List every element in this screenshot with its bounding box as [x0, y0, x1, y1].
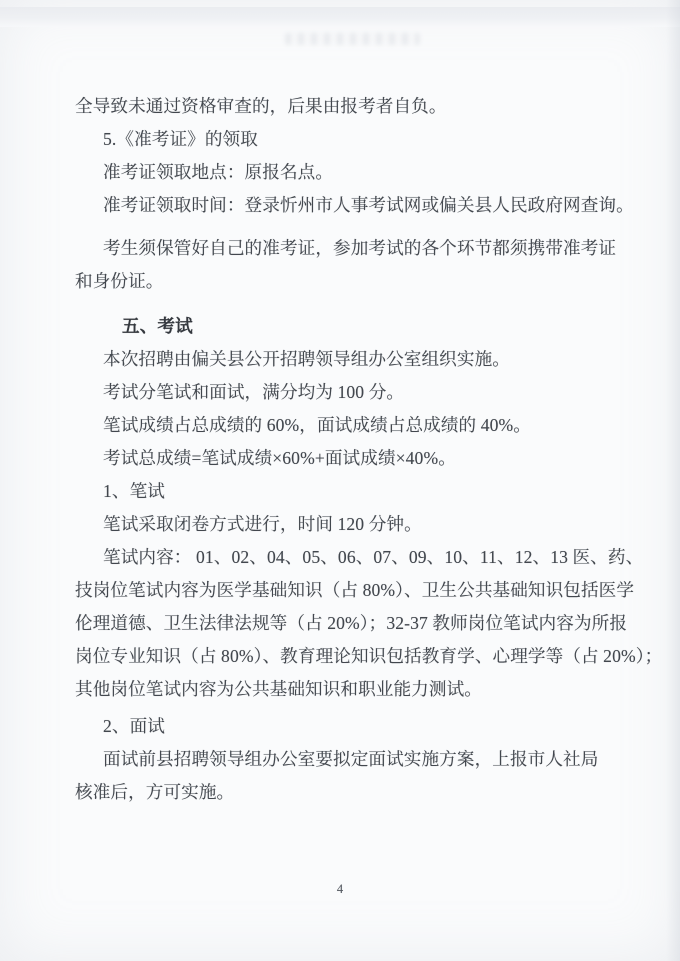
text-line: 准考证领取时间：登录忻州市人事考试网或偏关县人民政府网查询。: [103, 195, 634, 215]
text-line: 5.《准考证》的领取: [103, 129, 258, 149]
bleed-through-mark: [285, 33, 420, 45]
text-line: 其他岗位笔试内容为公共基础知识和职业能力测试。: [75, 679, 482, 699]
subsection-heading: 2、面试: [103, 716, 165, 736]
text-line: 核准后，方可实施。: [75, 782, 235, 802]
text-line: 笔试内容： 01、02、04、05、06、07、09、10、11、12、13 医、药、: [103, 547, 644, 567]
text-line: 技岗位笔试内容为医学基础知识（占 80%）、卫生公共基础知识包括医学: [75, 580, 635, 600]
text-line: 准考证领取地点：原报名点。: [103, 162, 334, 182]
text-line: 伦理道德、卫生法律法规等（占 20%）；32-37 教师岗位笔试内容为所报: [75, 613, 628, 633]
text-line: 本次招聘由偏关县公开招聘领导组办公室组织实施。: [103, 349, 510, 369]
text-line: 考试分笔试和面试，满分均为 100 分。: [103, 382, 405, 402]
scan-edge-shading: [666, 0, 680, 961]
text-line: 考生须保管好自己的准考证，参加考试的各个环节都须携带准考证: [103, 238, 617, 258]
page-number: 4: [336, 882, 344, 896]
text-line: 岗位专业知识（占 80%）、教育理论知识包括教育学、心理学等（占 20%）；: [75, 646, 663, 666]
subsection-heading: 1、笔试: [103, 481, 165, 501]
text-line: 和身份证。: [75, 271, 164, 291]
document-body: [75, 90, 663, 809]
text-line: 全导致未通过资格审查的，后果由报考者自负。: [75, 96, 447, 116]
text-line: 考试总成绩=笔试成绩×60%+面试成绩×40%。: [103, 448, 456, 468]
section-heading: 五、考试: [122, 316, 193, 336]
text-line: 笔试成绩占总成绩的 60%，面试成绩占总成绩的 40%。: [103, 415, 531, 435]
text-line: 面试前县招聘领导组办公室要拟定面试实施方案，上报市人社局: [103, 749, 599, 769]
text-line: 笔试采取闭卷方式进行，时间 120 分钟。: [103, 514, 422, 534]
scanner-band: [0, 7, 680, 27]
